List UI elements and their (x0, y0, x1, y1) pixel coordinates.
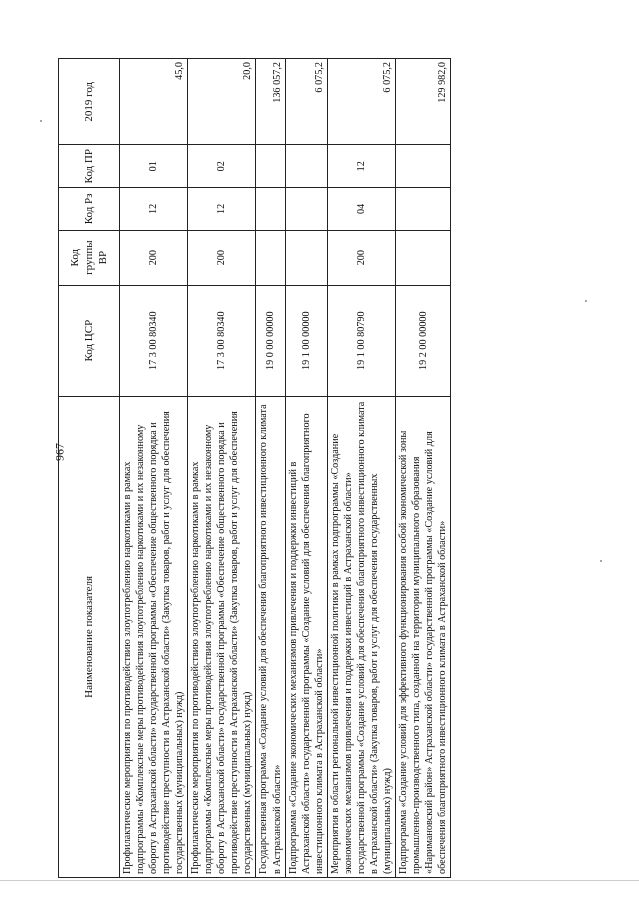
row-value: 45,0 (120, 59, 188, 145)
row-rz (285, 188, 327, 231)
table-row (120, 59, 188, 878)
row-csr: 19 1 00 80790 (327, 285, 395, 396)
row-rz (256, 188, 285, 231)
table-row (327, 59, 395, 878)
row-grp: 200 (327, 230, 395, 285)
table-row (256, 59, 285, 878)
row-grp: 200 (120, 230, 188, 285)
table-row (285, 59, 327, 878)
row-pr: 12 (327, 145, 395, 188)
row-name: Мероприятия в области региональной инвестиционной политики в рамках подпрограммы «Создание экономических механизмов привлечения и поддержки инвестиций в Астраханской области» государственной программы «Создание условий для обеспечения благоприятного инвестиционного климата в Астраханской области» (Закупка товаров, работ и услуг для обеспечения государственных (муниципальных) нужд) (327, 396, 395, 877)
row-value: 129 982,0 (395, 59, 450, 145)
row-value: 6 075,2 (285, 59, 327, 145)
rotated-table-wrapper (58, 58, 478, 878)
row-grp (285, 230, 327, 285)
row-name: Государственная программа «Создание условий для обеспечения благоприятного инвестиционного климата в Астраханской области» (256, 396, 285, 877)
row-csr: 17 3 00 80340 (188, 285, 256, 396)
scan-speck (585, 300, 587, 302)
header-pr: Код ПР (59, 145, 120, 188)
header-year: 2019 год (59, 59, 120, 145)
row-grp (256, 230, 285, 285)
header-rz: Код Рз (59, 188, 120, 231)
row-pr: 02 (188, 145, 256, 188)
row-pr (256, 145, 285, 188)
row-csr: 19 1 00 00000 (285, 285, 327, 396)
row-pr (285, 145, 327, 188)
scan-speck (40, 120, 42, 122)
row-pr: 01 (120, 145, 188, 188)
header-csr: Код ЦСР (59, 285, 120, 396)
scan-edge-line (0, 880, 639, 881)
row-csr: 19 0 00 00000 (256, 285, 285, 396)
row-value: 20,0 (188, 59, 256, 145)
row-rz: 12 (188, 188, 256, 231)
header-grp: Код группы ВР (59, 230, 120, 285)
budget-table (58, 58, 451, 878)
row-value: 136 057,2 (256, 59, 285, 145)
header-name: Наименование показателя (59, 396, 120, 877)
row-pr (395, 145, 450, 188)
row-value: 6 075,2 (327, 59, 395, 145)
row-rz: 04 (327, 188, 395, 231)
scan-speck (600, 560, 602, 562)
row-grp (395, 230, 450, 285)
row-rz: 12 (120, 188, 188, 231)
table-row (395, 59, 450, 878)
row-grp: 200 (188, 230, 256, 285)
table-row (188, 59, 256, 878)
row-rz (395, 188, 450, 231)
row-name: Профилактические мероприятия по противодействию злоупотреблению наркотиками в рамках подпрограммы «Комплексные меры противодействия злоупотреблению наркотиками и их незаконному обороту в Астраханской области» государственной программы «Обеспечение общественного порядка и противодействие преступности в Астраханской области» (Закупка товаров, работ и услуг для обеспечения государственных (муниципальных) нужд) (188, 396, 256, 877)
row-name: Профилактические мероприятия по противодействию злоупотреблению наркотиками в рамках подпрограммы «Комплексные меры противодействия злоупотреблению наркотиками и их незаконному обороту в Астраханской области» государственной программы «Обеспечение общественного порядка и противодействие преступности в Астраханской области» (Закупка товаров, работ и услуг для обеспечения государственных (муниципальных) нужд) (120, 396, 188, 877)
row-csr: 17 3 00 80340 (120, 285, 188, 396)
page-number: 967 (52, 443, 67, 461)
row-name: Подпрограмма «Создание условий для эффективного функционирования особой экономической зоны промышленно-производственного типа, созданной на территории муниципального образования «Наримановский район» Астраханской области» государственной программы «Создание условий для обеспечения благоприятного инвестиционного климата в Астраханской области» (395, 396, 450, 877)
row-name: Подпрограмма «Создание экономических механизмов привлечения и поддержки инвестиций в Астраханской области» государственной программы «Создание условий для обеспечения благоприятного инвестиционного климата в Астраханской области» (285, 396, 327, 877)
table-header-row (59, 59, 120, 878)
row-csr: 19 2 00 00000 (395, 285, 450, 396)
